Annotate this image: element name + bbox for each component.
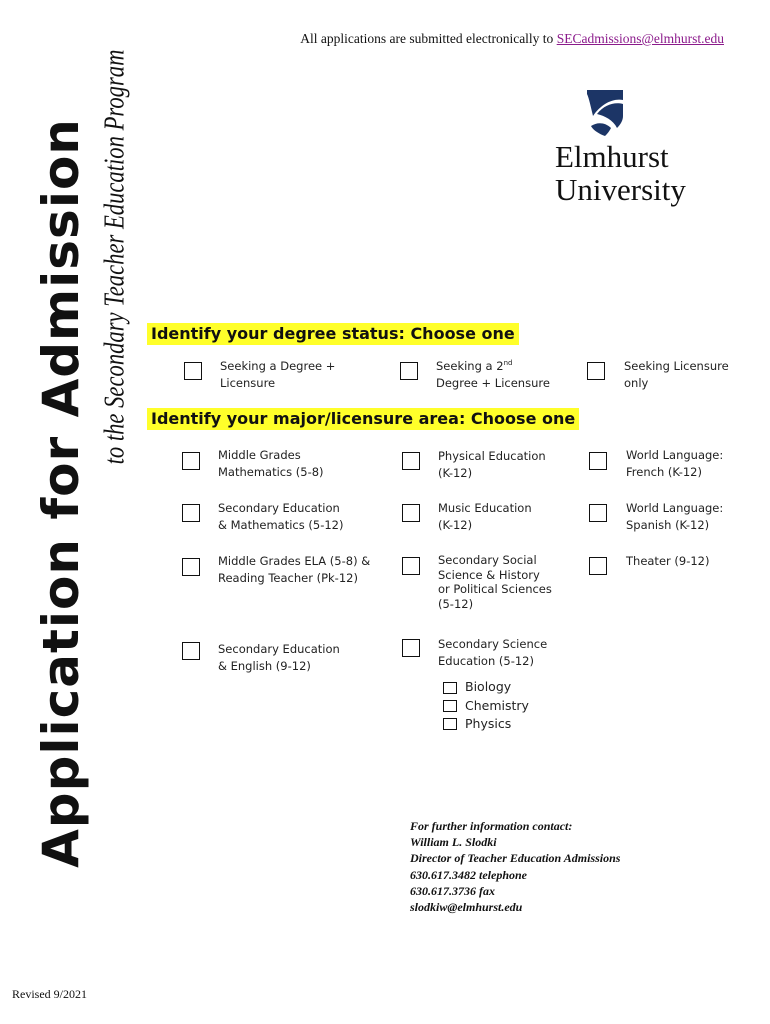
- physics-label: Physics: [465, 716, 512, 731]
- submission-note: [0, 31, 724, 47]
- biology-checkbox[interactable]: [443, 682, 457, 694]
- social-science-checkbox[interactable]: [402, 557, 420, 575]
- physics-checkbox[interactable]: [443, 718, 457, 730]
- secondary-math-label: Secondary Education & Mathematics (5-12): [218, 501, 344, 532]
- licensure-only-label: Seeking Licensure only: [624, 359, 729, 390]
- physical-education-label: Physical Education (K-12): [438, 449, 546, 480]
- major-area-heading: Identify your major/licensure area: Choose one: [147, 408, 579, 430]
- licensure-only-checkbox[interactable]: [587, 362, 605, 380]
- contact-email: slodkiw@elmhurst.edu: [410, 900, 523, 915]
- page-subtitle: [98, 49, 132, 465]
- physical-education-checkbox[interactable]: [402, 452, 420, 470]
- contact-title: Director of Teacher Education Admissions: [410, 851, 621, 866]
- spanish-checkbox[interactable]: [589, 504, 607, 522]
- contact-heading: For further information contact:: [410, 819, 573, 833]
- biology-label: Biology: [465, 679, 512, 694]
- middle-grades-math-checkbox[interactable]: [182, 452, 200, 470]
- contact-phone: 630.617.3482 telephone: [410, 867, 527, 882]
- contact-block: [410, 818, 620, 915]
- secondary-english-checkbox[interactable]: [182, 642, 200, 660]
- chemistry-checkbox[interactable]: [443, 700, 457, 712]
- theater-checkbox[interactable]: [589, 557, 607, 575]
- french-label: World Language: French (K-12): [626, 448, 724, 479]
- logo-line-elmhurst: Elmhurst: [555, 139, 669, 174]
- theater-label: Theater (9-12): [626, 554, 710, 568]
- submission-note-text: All applications are submitted electronically to: [300, 31, 557, 46]
- secondary-english-label: Secondary Education & English (9-12): [218, 642, 340, 673]
- middle-grades-ela-label: Middle Grades ELA (5-8) & Reading Teacher (Pk-12): [218, 554, 371, 585]
- shield-icon: [583, 86, 627, 140]
- second-degree-label: Seeking a 2nd Degree + Licensure: [436, 359, 550, 390]
- middle-grades-ela-checkbox[interactable]: [182, 558, 200, 576]
- secondary-science-checkbox[interactable]: [402, 639, 420, 657]
- secondary-math-checkbox[interactable]: [182, 504, 200, 522]
- spanish-label: World Language: Spanish (K-12): [626, 501, 724, 532]
- chemistry-label: Chemistry: [465, 698, 529, 713]
- logo-line-university: University: [555, 172, 686, 207]
- contact-fax: 630.617.3736 fax: [410, 883, 495, 898]
- degree-licensure-checkbox[interactable]: [184, 362, 202, 380]
- degree-licensure-label: Seeking a Degree + Licensure: [220, 359, 336, 390]
- music-education-label: Music Education (K-12): [438, 501, 532, 532]
- page-title-text: Application for Admission: [32, 117, 90, 868]
- secondary-science-label: Secondary Science Education (5-12): [438, 637, 548, 668]
- page-subtitle-text: to the Secondary Teacher Education Program: [98, 49, 131, 465]
- music-education-checkbox[interactable]: [402, 504, 420, 522]
- page-title: [26, 117, 96, 868]
- middle-grades-math-label: Middle Grades Mathematics (5-8): [218, 448, 324, 479]
- social-science-label: Secondary Social Science & History or Political Sciences (5-12): [438, 553, 552, 612]
- contact-name: William L. Slodki: [410, 835, 497, 850]
- french-checkbox[interactable]: [589, 452, 607, 470]
- degree-status-heading: Identify your degree status: Choose one: [147, 323, 519, 345]
- second-degree-checkbox[interactable]: [400, 362, 418, 380]
- revision-date: Revised 9/2021: [12, 987, 87, 1001]
- admissions-email-link[interactable]: SECadmissions@elmhurst.edu: [556, 31, 724, 46]
- university-logo: [555, 86, 735, 216]
